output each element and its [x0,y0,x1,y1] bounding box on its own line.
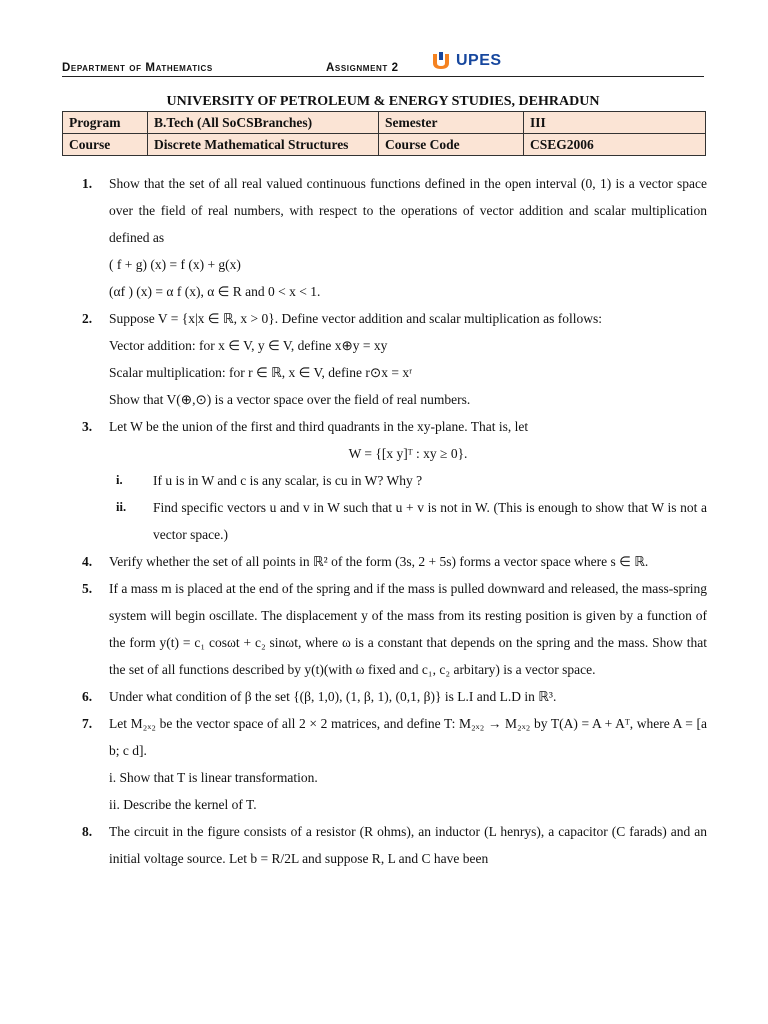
table-cell: B.Tech (All SoCSBranches) [148,112,379,134]
part-text: i. Show that T is linear transformation. [109,770,318,785]
table-cell: Program [63,112,148,134]
part-number: ii. [116,500,127,514]
question-text: Let M₂ₓ₂ be the vector space of all 2 × 2 matrices, and define T: M₂ₓ₂ → M₂ₓ₂ by T(A) = A + Aᵀ, where A = [a b; c d]. [109,716,707,758]
question-3-part-i [82,467,707,494]
header-rule [62,76,704,77]
course-info-table [62,111,706,156]
question-3 [82,413,707,467]
question-number: 2. [82,311,93,326]
question-1 [82,170,707,305]
formula-line: W = {[x y]ᵀ : xy ≥ 0}. [348,446,468,461]
question-5 [82,575,707,683]
question-3-part-ii [82,494,707,548]
question-text: Show that V(⊕,⊙) is a vector space over the field of real numbers. [109,392,471,407]
question-text: Vector addition: for x ∈ V, y ∈ V, define x⊕y = xy [109,338,388,353]
question-2 [82,305,707,413]
question-7 [82,710,707,818]
university-title: UNIVERSITY OF PETROLEUM & ENERGY STUDIES, DEHRADUN [166,94,600,109]
question-text: If a mass m is placed at the end of the spring and if the mass is pulled downward and released, the mass-spring system will begin oscillate. The displacement y of the mass from its resting position is given by a function of the form y(t) = c₁ cosωt + c₂ sinωt, where ω is a constant that depends on the spring and the mass. Show that the set of all functions described by y(t)(with ω fixed and c₁, c₂ arbitary) is a vector space. [109,581,707,677]
upes-logo [430,50,502,72]
page-header [62,50,704,76]
question-number: 6. [82,689,93,704]
table-cell: Course [63,134,148,156]
upes-logo-icon [430,50,452,72]
question-text: Suppose V = {x|x ∈ ℝ, x > 0}. Define vector addition and scalar multiplication as follows: [109,311,603,326]
question-6 [82,683,707,710]
part-text: If u is in W and c is any scalar, is cu in W? Why ? [153,473,423,488]
questions-list [82,170,707,872]
formula-line: ( f + g) (x) = f (x) + g(x) [109,257,241,272]
question-number: 1. [82,176,93,191]
question-4 [82,548,707,575]
question-text: Under what condition of β the set {(β, 1,0), (1, β, 1), (0,1, β)} is L.I and L.D in ℝ³. [109,689,557,704]
logo-text: UPES [456,52,502,69]
table-cell: Course Code [379,134,524,156]
table-cell: III [524,112,706,134]
part-text: Find specific vectors u and v in W such that u + v is not in W. (This is enough to show that W is not a vector space.) [153,500,707,542]
table-row [63,112,706,134]
question-text: Scalar multiplication: for r ∈ ℝ, x ∈ V, define r⊙x = xʳ [109,365,413,380]
table-cell: CSEG2006 [524,134,706,156]
question-text: Let W be the union of the first and third quadrants in the xy-plane. That is, let [109,419,529,434]
department-label: Department of Mathematics [62,62,213,74]
question-text: The circuit in the figure consists of a resistor (R ohms), an inductor (L henrys), a capacitor (C farads) and an initial voltage source. Let b = R/2L and suppose R, L and C have been [109,824,707,866]
table-cell: Semester [379,112,524,134]
question-text: Show that the set of all real valued continuous functions defined in the open interval (0, 1) is a vector space over the field of real numbers, with respect to the operations of vector addition and scalar multiplication defined as [109,176,707,245]
assignment-label: Assignment 2 [326,62,399,74]
question-number: 4. [82,554,93,569]
question-8 [82,818,707,872]
table-row [63,134,706,156]
question-number: 5. [82,581,93,596]
table-cell: Discrete Mathematical Structures [148,134,379,156]
question-number: 7. [82,716,93,731]
part-number: i. [116,473,123,487]
question-number: 3. [82,419,93,434]
formula-line: (αf ) (x) = α f (x), α ∈ R and 0 < x < 1. [109,284,321,299]
question-number: 8. [82,824,93,839]
question-text: Verify whether the set of all points in ℝ² of the form (3s, 2 + 5s) forms a vector space where s ∈ ℝ. [109,554,649,569]
part-text: ii. Describe the kernel of T. [109,797,257,812]
